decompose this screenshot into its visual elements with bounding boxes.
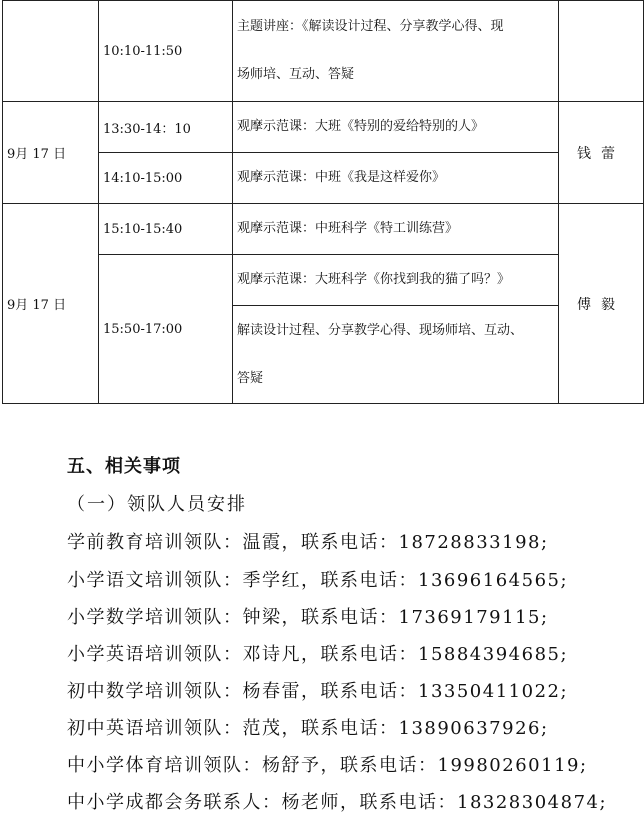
person-cell: 钱蕾 (559, 102, 644, 204)
date-cell: 9月 17 日 (3, 102, 99, 204)
topic-line: 答疑 (237, 370, 264, 386)
topic-cell: 观摩示范课：大班《特别的爱给特别的人》 (233, 102, 559, 153)
topic-cell (233, 306, 559, 404)
person-cell: 傅毅 (559, 204, 644, 404)
schedule-table (2, 0, 644, 404)
topic-cell: 观摩示范课：中班科学《特工训练营》 (233, 204, 559, 255)
time-cell: 10:10-11:50 (99, 1, 233, 102)
table-row (3, 204, 644, 255)
topic-cell: 观摩示范课：中班《我是这样爱你》 (233, 153, 559, 204)
table-row (3, 102, 644, 153)
list-item: 中小学成都会务联系人：杨老师，联系电话：18328304874; (67, 792, 608, 813)
time-cell: 14:10-15:00 (99, 153, 233, 204)
time-cell: 13:30-14：10 (99, 102, 233, 153)
section-title: 五、相关事项 (67, 456, 181, 477)
date-cell (3, 1, 99, 102)
list-item: 小学英语培训领队：邓诗凡，联系电话：15884394685; (67, 644, 569, 665)
topic-cell (233, 1, 559, 102)
topic-cell: 观摩示范课：大班科学《你找到我的猫了吗？》 (233, 255, 559, 306)
subsection-title: （一）领队人员安排 (67, 494, 247, 515)
topic-line: 场师培、互动、答疑 (237, 67, 355, 82)
person-cell (559, 1, 644, 102)
list-item: 小学数学培训领队：钟梁，联系电话：17369179115; (67, 607, 549, 628)
table-row (3, 153, 644, 204)
table-row (3, 1, 644, 102)
list-item: 初中数学培训领队：杨春雷，联系电话：13350411022; (67, 681, 569, 702)
table-row (3, 255, 644, 306)
time-cell: 15:10-15:40 (99, 204, 233, 255)
topic-line: 解读设计过程、分享教学心得、现场师培、互动、 (237, 322, 524, 338)
topic-line: 主题讲座：《解读设计过程、分享教学心得、现 (237, 19, 504, 34)
time-cell: 15:50-17:00 (99, 255, 233, 404)
date-cell: 9月 17 日 (3, 204, 99, 404)
list-item: 小学语文培训领队：季学红，联系电话：13696164565; (67, 570, 569, 591)
list-item: 学前教育培训领队：温霞，联系电话：18728833198; (67, 532, 549, 553)
list-item: 初中英语培训领队：范茂，联系电话：13890637926; (67, 718, 549, 739)
list-item: 中小学体育培训领队：杨舒予，联系电话：19980260119; (67, 755, 588, 776)
